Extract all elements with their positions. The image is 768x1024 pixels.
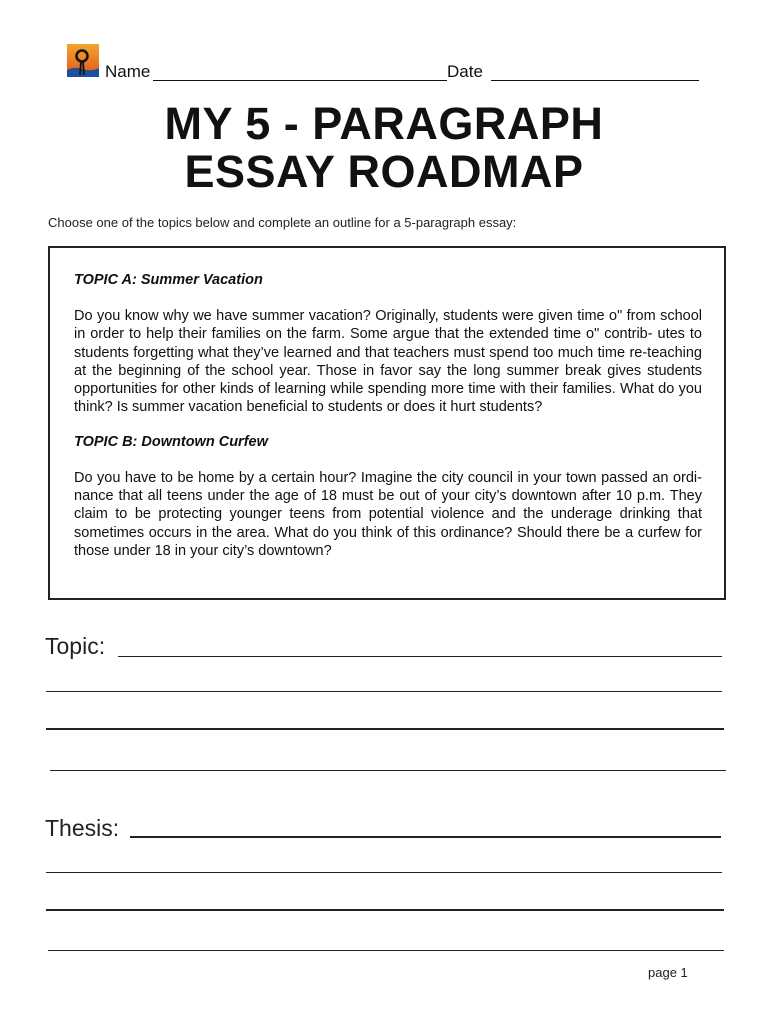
topic-line-4[interactable] — [50, 770, 726, 771]
topic-a-text: Do you know why we have summer vacation? Originally, students were given time o" from school in order to help their families on the farm. Some argue that the extended time o" contrib- utes to students forgetting what they’ve learned and that teachers must spend too much time re-teaching at the beginning of the school year. Those in favor say the long summer break gives students opportunities for other kinds of learning while spending more time with their families. What do you think? Is summer vacation beneficial to students or does it hurt students? — [74, 308, 702, 416]
thesis-label: Thesis: — [45, 815, 120, 841]
date-field-line[interactable] — [491, 80, 699, 81]
title-line-1: MY 5 - PARAGRAPH — [164, 98, 604, 149]
thesis-line[interactable] — [130, 836, 721, 838]
name-field-line[interactable] — [153, 80, 447, 81]
topics-box — [48, 246, 726, 600]
header-row — [67, 44, 707, 84]
instructions-text: Choose one of the topics below and complete an outline for a 5-paragraph essay: — [48, 215, 517, 230]
thesis-line-2[interactable] — [46, 872, 722, 873]
topic-b-heading: TOPIC B: Downtown Curfew — [74, 433, 268, 450]
topic-line-2[interactable] — [46, 691, 722, 692]
title-line-2: ESSAY ROADMAP — [184, 146, 584, 197]
topic-b-text: Do you have to be home by a certain hour? Imagine the city council in your town passed an ordi- nance that all teens under the age of 18 must be out of your city’s downtown after 10 p.m. They claim to be protecting younger teens from potential violence and the underage drinking that sometimes occurs in the area. What do you think of this ordinance? Should there be a curfew for those under 18 in your city’s downtown? — [74, 469, 702, 559]
thesis-line-3[interactable] — [46, 909, 724, 911]
name-label: Name — [105, 62, 151, 81]
topic-line-3[interactable] — [46, 728, 724, 730]
date-label: Date — [447, 62, 483, 81]
logo-icon — [67, 44, 99, 77]
topic-label: Topic: — [45, 633, 106, 659]
page-title — [0, 100, 768, 196]
topic-line[interactable] — [118, 656, 722, 657]
topic-a-heading: TOPIC A: Summer Vacation — [74, 272, 263, 288]
page-number: page 1 — [648, 965, 688, 980]
thesis-line-4[interactable] — [48, 950, 724, 951]
